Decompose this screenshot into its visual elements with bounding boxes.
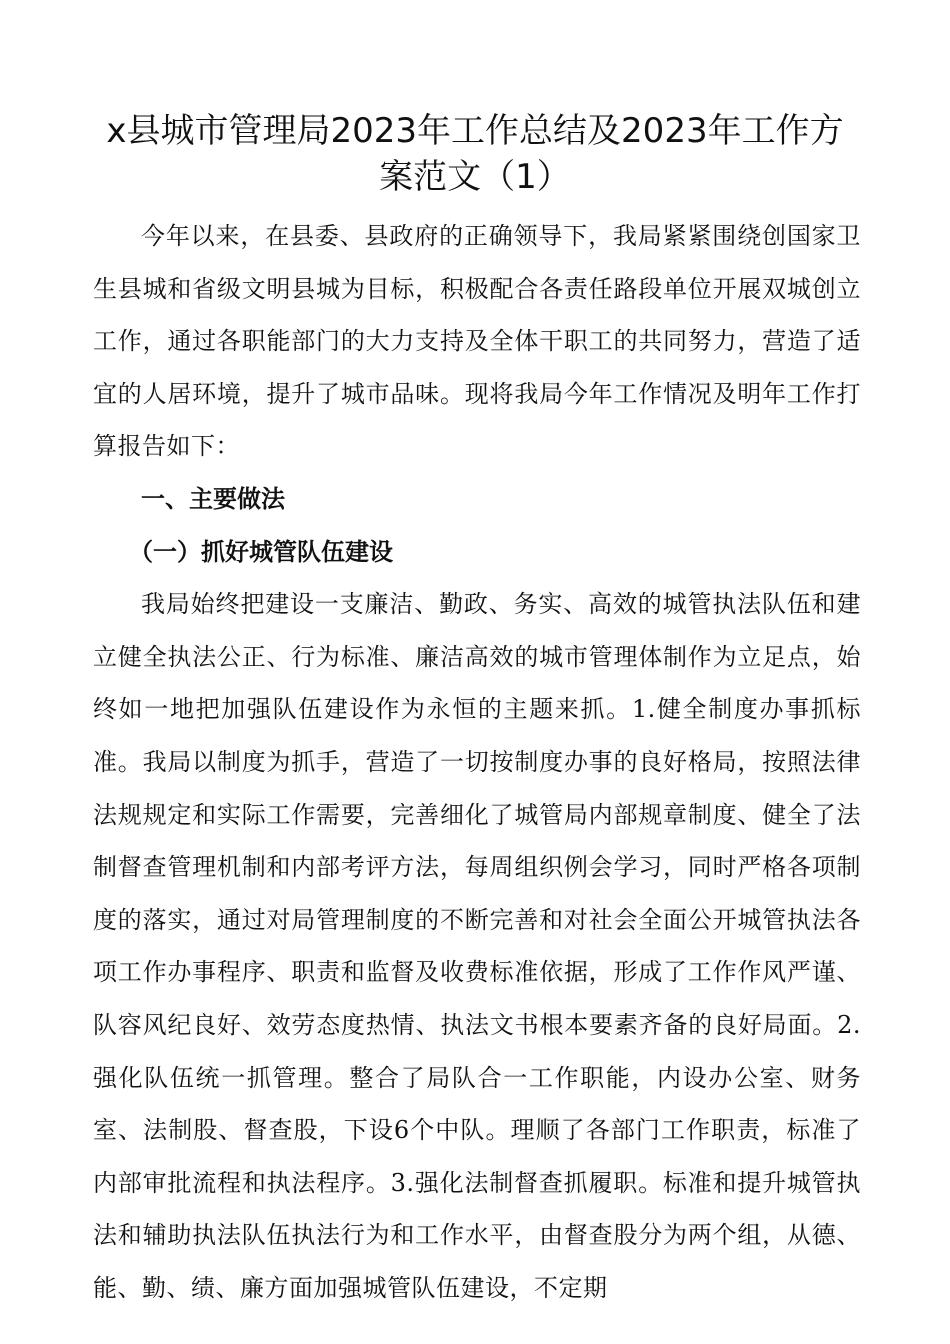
- body-paragraph: 我局始终把建设一支廉洁、勤政、务实、高效的城管执法队伍和建立健全执法公正、行为标准、廉洁高效的城市管理体制作为立足点，始终如一地把加强队伍建设作为永恒的主题来抓。1.健全制度办事抓标准。我局以制度为抓手，营造了一切按制度办事的良好格局，按照法律法规规定和实际工作需要，完善细化了城管局内部规章制度、健全了法制督查管理机制和内部考评方法，每周组织例会学习，同时严格各项制度的落实，通过对局管理制度的不断完善和对社会全面公开城管执法各项工作办事程序、职责和监督及收费标准依据，形成了工作作风严谨、队容风纪良好、效劳态度热情、执法文书根本要素齐备的良好局面。2.强化队伍统一抓管理。整合了局队合一工作职能，内设办公室、财务室、法制股、督查股，下设6个中队。理顺了各部门工作职责，标准了内部审批流程和执法程序。3.强化法制督查抓履职。标准和提升城管执法和辅助执法队伍执法行为和工作水平，由督查股分为两个组，从德、能、勤、绩、廉方面加强城管队伍建设，不定期: [93, 590, 861, 1302]
- section-heading: 一、主要做法: [141, 484, 285, 513]
- subsection-heading: （一）抓好城管队伍建设: [129, 537, 393, 566]
- document-title: x县城市管理局2023年工作总结及2023年工作方案范文（1）: [106, 111, 844, 197]
- intro-paragraph: 今年以来，在县委、县政府的正确领导下，我局紧紧围绕创国家卫生县城和省级文明县城为目标，积极配合各责任路段单位开展双城创立工作，通过各职能部门的大力支持及全体干职工的共同努力，营造了适宜的人居环境，提升了城市品味。现将我局今年工作情况及明年工作打算报告如下：: [93, 222, 861, 461]
- document-body: [93, 210, 861, 1314]
